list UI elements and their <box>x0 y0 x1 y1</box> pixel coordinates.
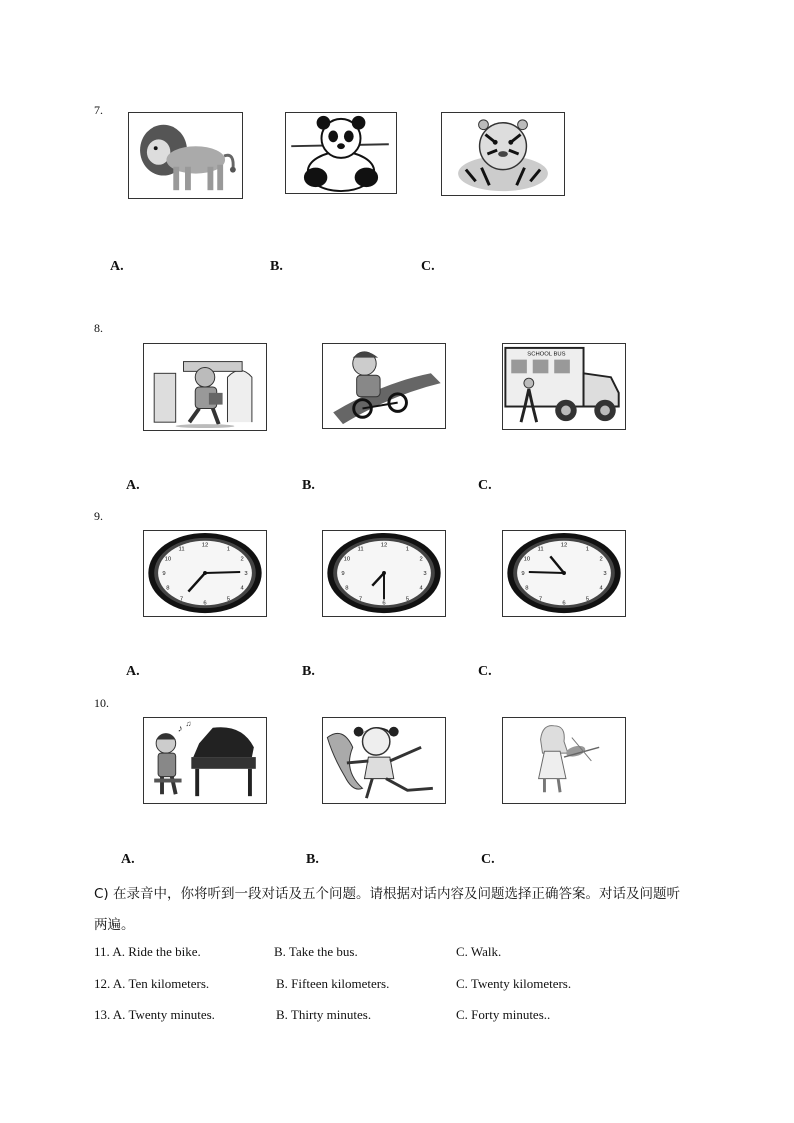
question-9-number: 9. <box>94 509 103 523</box>
svg-text:8: 8 <box>166 585 170 592</box>
svg-text:9: 9 <box>162 570 166 577</box>
q7-option-c-label: C. <box>421 259 435 274</box>
panda-icon <box>286 113 396 193</box>
q10-option-b-image[interactable] <box>322 717 446 804</box>
question-number: 11. <box>94 944 110 959</box>
question-10-number: 10. <box>94 696 109 710</box>
q10-option-a-image[interactable] <box>143 717 267 804</box>
svg-text:12: 12 <box>201 542 209 549</box>
svg-text:1: 1 <box>585 546 590 553</box>
svg-text:5: 5 <box>226 596 231 603</box>
svg-text:5: 5 <box>405 596 410 603</box>
section-c-instruction-line1: C) 在录音中，你将听到一段对话及五个问题。请根据对话内容及问题选择正确答案。对话及问题听 <box>94 886 680 902</box>
svg-text:11: 11 <box>357 546 364 553</box>
dancing-girl-icon <box>323 718 445 803</box>
svg-text:♪: ♪ <box>177 723 183 735</box>
q13-option-c[interactable]: C. Forty minutes.. <box>456 1007 551 1022</box>
q11-option-b[interactable]: B. Take the bus. <box>274 944 358 959</box>
svg-text:1: 1 <box>226 546 231 553</box>
svg-text:1: 1 <box>405 546 410 553</box>
q10-option-c-image[interactable] <box>502 717 626 804</box>
q7-option-b-image[interactable] <box>285 112 397 194</box>
q9-option-a-image[interactable] <box>143 530 267 617</box>
q9-option-c-label: C. <box>478 664 492 679</box>
svg-text:9: 9 <box>341 570 345 577</box>
question-11 <box>94 944 201 960</box>
q8-option-b-image[interactable] <box>322 343 446 429</box>
bus-sign: SCHOOL BUS <box>527 351 566 358</box>
svg-text:6: 6 <box>562 600 566 607</box>
svg-text:7: 7 <box>538 596 543 603</box>
q12-option-c[interactable]: C. Twenty kilometers. <box>456 976 572 991</box>
q13-option-b[interactable]: B. Thirty minutes. <box>276 1007 372 1022</box>
svg-text:10: 10 <box>164 556 172 563</box>
svg-text:2: 2 <box>240 556 244 563</box>
svg-text:8: 8 <box>525 585 529 592</box>
q8-option-a-label: A. <box>126 478 140 493</box>
q8-option-c-label: C. <box>478 478 492 493</box>
q8-option-b-label: B. <box>302 478 315 493</box>
option-a[interactable]: A. Ride the bike. <box>112 944 201 959</box>
question-number: 12. <box>94 976 111 991</box>
q7-option-c-image[interactable] <box>441 112 565 196</box>
svg-text:8: 8 <box>345 585 349 592</box>
q10-option-b-label: B. <box>306 852 319 867</box>
riding-bike-icon <box>323 344 445 428</box>
svg-text:2: 2 <box>599 556 603 563</box>
piano-player-icon <box>144 718 266 803</box>
svg-text:2: 2 <box>419 556 423 563</box>
q10-option-a-label: A. <box>121 852 135 867</box>
q8-option-c-image[interactable] <box>502 343 626 430</box>
svg-text:3: 3 <box>244 570 248 577</box>
clock-icon <box>503 531 625 616</box>
svg-text:6: 6 <box>382 600 386 607</box>
svg-text:11: 11 <box>537 546 544 553</box>
question-number: 13. <box>94 1007 111 1022</box>
lion-icon <box>129 113 242 198</box>
violin-girl-icon <box>503 718 625 803</box>
svg-text:4: 4 <box>419 585 423 592</box>
clock-icon <box>144 531 266 616</box>
walking-to-school-icon <box>144 344 266 430</box>
q12-option-b[interactable]: B. Fifteen kilometers. <box>276 976 390 991</box>
q8-option-a-image[interactable] <box>143 343 267 431</box>
option-a[interactable]: A. Twenty minutes. <box>112 1007 215 1022</box>
svg-text:9: 9 <box>521 570 525 577</box>
svg-text:♫: ♫ <box>185 718 192 728</box>
svg-text:10: 10 <box>523 556 531 563</box>
option-a[interactable]: A. Ten kilometers. <box>112 976 210 991</box>
question-8-number: 8. <box>94 321 103 335</box>
svg-text:12: 12 <box>560 542 568 549</box>
q9-option-b-label: B. <box>302 664 315 679</box>
question-7-number: 7. <box>94 103 103 117</box>
q11-option-c[interactable]: C. Walk. <box>456 944 502 959</box>
svg-text:10: 10 <box>343 556 351 563</box>
svg-text:11: 11 <box>178 546 185 553</box>
school-bus-icon <box>503 344 625 429</box>
question-13 <box>94 1007 215 1023</box>
svg-text:7: 7 <box>358 596 363 603</box>
q7-option-a-image[interactable] <box>128 112 243 199</box>
svg-text:6: 6 <box>203 600 207 607</box>
svg-text:4: 4 <box>240 585 244 592</box>
q9-option-b-image[interactable] <box>322 530 446 617</box>
svg-text:7: 7 <box>179 596 184 603</box>
q7-option-b-label: B. <box>270 259 283 274</box>
q7-option-a-label: A. <box>110 259 124 274</box>
section-c-instruction-line2: 两遍。 <box>94 917 135 933</box>
q9-option-a-label: A. <box>126 664 140 679</box>
svg-text:3: 3 <box>603 570 607 577</box>
svg-text:12: 12 <box>380 542 388 549</box>
clock-icon <box>323 531 445 616</box>
q9-option-c-image[interactable] <box>502 530 626 617</box>
svg-text:5: 5 <box>585 596 590 603</box>
tiger-icon <box>442 113 564 195</box>
question-12 <box>94 976 209 992</box>
svg-text:4: 4 <box>599 585 603 592</box>
q10-option-c-label: C. <box>481 852 495 867</box>
svg-text:3: 3 <box>423 570 427 577</box>
